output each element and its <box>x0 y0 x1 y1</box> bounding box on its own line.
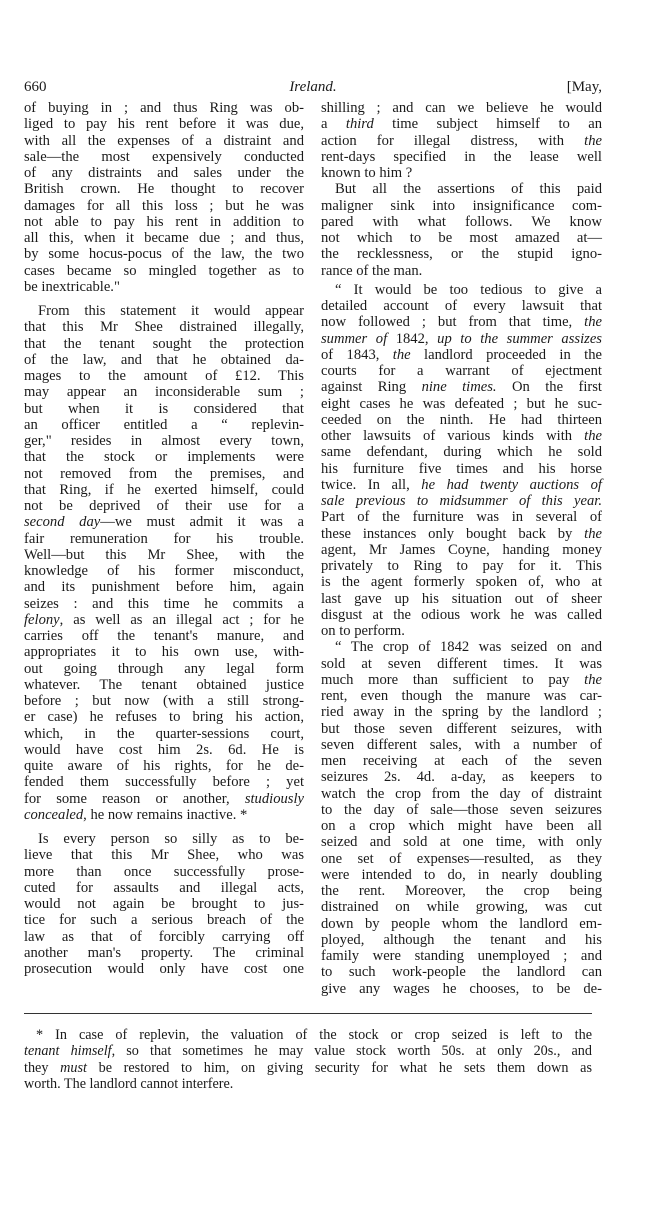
footnote-line: they must be restored to him, on giving security for what he sets them down as <box>24 1059 592 1076</box>
text-line: Is every person so silly as to be- <box>38 831 304 847</box>
text-line: distrained on while growing, was cut <box>321 899 602 916</box>
text-line: were intended to do, in nearly doubling <box>321 866 602 883</box>
text-line: men receiving at each of the seven <box>321 753 602 769</box>
footnote-line: tenant himself, so that sometimes he may value stock worth 50s. at only 20s., and <box>24 1043 592 1060</box>
text-line: not which to be most amazed at— <box>321 230 602 246</box>
text-line: on a crop which might have been all <box>321 818 602 834</box>
text-line: ceeded on the ninth. He had thirteen <box>321 411 602 428</box>
text-line: on to perform. <box>321 623 405 639</box>
text-line: of 1843, the landlord proceeded in the <box>321 346 602 363</box>
text-line: one set of expenses—resulted, as they <box>321 850 602 867</box>
header-month: [May, <box>566 79 602 95</box>
text-line: is the agent formerly spoken of, who at <box>321 574 602 591</box>
text-line: a third time subject himself to an <box>321 116 602 133</box>
text-line: action for illegal distress, with the <box>321 132 602 149</box>
text-line: summer of 1842, up to the summer assizes <box>321 330 602 347</box>
text-line: against Ring nine times. On the first <box>321 379 602 396</box>
text-line: twice. In all, he had twenty auctions of <box>321 476 602 493</box>
text-line: seizures 2s. 4d. a-day, as keepers to <box>321 769 602 786</box>
text-line: his furniture five times and his horse <box>321 460 602 477</box>
text-line: with all the expenses of a distraint and <box>24 132 304 149</box>
text-line: the rent. Moreover, the crop being <box>321 883 602 899</box>
left-column <box>24 100 304 977</box>
text-line: seven different sales, with a number of <box>321 736 602 753</box>
text-line: out going through any legal form <box>24 660 304 677</box>
text-line: ger," resides in almost every town, <box>24 433 304 449</box>
text-line: detailed account of every lawsuit that <box>321 298 602 314</box>
text-line: seized and sold at one time, with only <box>321 834 602 851</box>
text-line: the recklessness, or the stupid igno- <box>321 246 602 263</box>
text-line: Well—but this Mr Shee, with the <box>24 546 304 563</box>
text-line: fair remuneration for his trouble. <box>24 530 304 547</box>
text-line: fended them successfully before ; yet <box>24 774 304 791</box>
text-line: but those seven different seizures, with <box>321 720 602 737</box>
text-line: which, in the quarter-sessions court, <box>24 725 304 742</box>
text-line: by some hocus-pocus of the law, the two <box>24 246 304 263</box>
text-line: But all the assertions of this paid <box>335 181 602 198</box>
text-line: pared with what follows. We know <box>321 213 602 230</box>
text-line: these instances only bought back by the <box>321 525 602 542</box>
footnote-reference-line: concealed, he now remains inactive. * <box>24 806 248 823</box>
text-line: whatever. The tenant obtained justice <box>24 676 304 693</box>
text-line: carries off the tenant's manure, and <box>24 628 304 644</box>
text-line: rent, even though the manure was car- <box>321 688 602 704</box>
text-line: known to him ? <box>321 165 413 181</box>
text-line: seizes : and this time he commits a <box>24 595 304 612</box>
text-line: of the law, and that he obtained da- <box>24 351 304 368</box>
text-line: other lawsuits of various kinds with the <box>321 428 602 444</box>
text-line: privately to Ring to pay for it. This <box>321 558 602 574</box>
text-line: cases became so mingled together as to <box>24 262 304 279</box>
text-line: an officer entitled a “ replevin- <box>24 416 304 433</box>
text-line: cuted for assaults and illegal acts, <box>24 879 304 896</box>
text-line: British crown. He thought to recover <box>24 181 304 198</box>
text-line: not able to pay his rent in addition to <box>24 213 304 230</box>
footnote <box>24 1027 592 1092</box>
text-line: appropriates it to his own use, with- <box>24 644 304 661</box>
text-line: now followed ; but from that time, the <box>321 314 602 331</box>
text-line: that the stock or implements were <box>24 449 304 466</box>
footnote-separator-rule <box>24 1013 592 1014</box>
text-line: tice for such a serious breach of the <box>24 912 304 929</box>
text-line: give any wages he chooses, to be de- <box>321 980 602 997</box>
text-line: that this Mr Shee distrained illegally, <box>24 319 304 336</box>
text-line: shilling ; and can we believe he would <box>321 100 602 116</box>
text-line: for some reason or another, studiously <box>24 790 304 807</box>
right-column <box>321 100 602 997</box>
text-line: ployed, although the tenant and his <box>321 931 602 948</box>
text-line: may appear an inconsiderable sum ; <box>24 384 304 401</box>
text-line: be inextricable." <box>24 278 120 295</box>
text-line: watch the crop from the day of distraint <box>321 785 602 802</box>
text-line: that the tenant sought the protection <box>24 335 304 352</box>
footnote-line: * In case of replevin, the valuation of the stock or crop seized is left to the <box>36 1027 592 1043</box>
text-line: law as that of forcibly carrying off <box>24 928 304 945</box>
text-line: same defendant, during which he sold <box>321 444 602 461</box>
text-line: but when it is considered that <box>24 400 304 417</box>
text-line: “ The crop of 1842 was seized on and <box>335 639 602 656</box>
text-line: of buying in ; and thus Ring was ob- <box>24 100 304 116</box>
text-line: would not again be brought to jus- <box>24 896 304 912</box>
text-line: knowledge of his former misconduct, <box>24 563 304 579</box>
text-line: eight cases he was defeated ; but he suc- <box>321 395 602 412</box>
text-line: agent, Mr James Coyne, handing money <box>321 541 602 558</box>
text-line: er case) he refuses to bring his action, <box>24 709 304 726</box>
text-line: much more than sufficient to pay the <box>321 671 602 688</box>
text-line: not removed from the premises, and <box>24 465 304 482</box>
text-line: ried away in the spring by the landlord ; <box>321 704 602 721</box>
text-line: to such work-people the landlord can <box>321 964 602 981</box>
text-line: to the day of sale—those seven seizures <box>321 801 602 818</box>
text-line: last gave up his situation out of sheer <box>321 590 602 607</box>
footnote-line: worth. The landlord cannot interfere. <box>24 1075 234 1092</box>
text-line: rent-days specified in the lease well <box>321 148 602 165</box>
text-line: maligner sink into insignificance com- <box>321 197 602 214</box>
text-line: that Ring, if he exerted himself, could <box>24 481 304 498</box>
text-line: family were standing unemployed ; and <box>321 948 602 964</box>
text-line: From this statement it would appear <box>38 303 304 319</box>
text-line: sale previous to midsummer of this year. <box>321 493 602 509</box>
text-line: sold at seven different times. It was <box>321 655 602 672</box>
text-line: “ It would be too tedious to give a <box>335 281 602 298</box>
text-line: liged to pay his rent before it was due, <box>24 116 304 133</box>
running-header <box>24 78 602 96</box>
text-line: of any distraints and sales under the <box>24 165 304 181</box>
text-line: another man's property. The criminal <box>24 944 304 961</box>
text-line: disgust at the odious work he was called <box>321 606 602 623</box>
text-line: mages to the amount of £12. This <box>24 368 304 384</box>
text-line: felony, as well as an illegal act ; for he <box>24 611 304 628</box>
text-line: lieve that this Mr Shee, who was <box>24 847 304 864</box>
text-line: prosecution would only have cost one <box>24 961 304 977</box>
text-line: rance of the man. <box>321 262 423 279</box>
text-line-italic: second day—we must admit it was a <box>24 514 304 531</box>
text-line: more than once successfully prose- <box>24 863 304 880</box>
running-title: Ireland. <box>289 79 337 95</box>
text-line: quite aware of his rights, for he de- <box>24 758 304 774</box>
text-line: not be deprived of their use for a <box>24 498 304 514</box>
text-line: damages for all this loss ; but he was <box>24 197 304 214</box>
text-line: and its punishment before him, again <box>24 579 304 596</box>
text-line: down by people whom the landlord em- <box>321 915 602 932</box>
page-number: 660 <box>24 79 47 95</box>
text-line: before ; but now (with a still strong- <box>24 693 304 709</box>
text-line: would have cost him 2s. 6d. He is <box>24 741 304 758</box>
text-line: Part of the furniture was in several of <box>321 509 602 526</box>
text-line: sale—the most expensively conducted <box>24 148 304 165</box>
text-line: all this, when it became due ; and thus, <box>24 230 304 246</box>
text-line: courts for a warrant of ejectment <box>321 363 602 379</box>
